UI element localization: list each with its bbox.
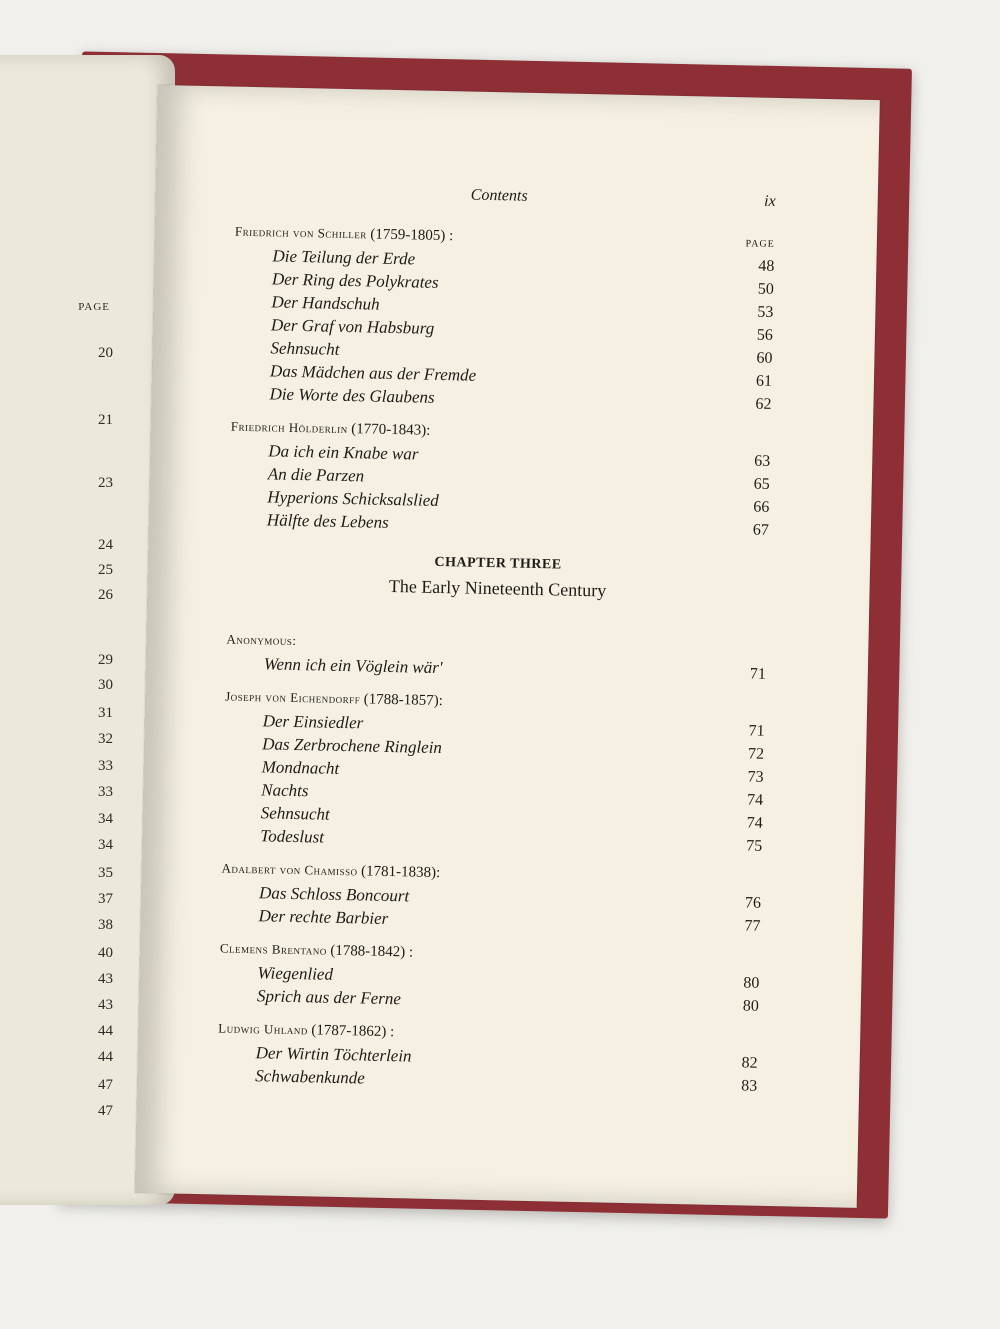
author-dates: (1788-1857): bbox=[363, 691, 443, 710]
poem-title: Der Wirtin Töchterlein bbox=[255, 1043, 412, 1066]
poem-title: Der Ring des Polykrates bbox=[271, 269, 439, 292]
poem-page: 75 bbox=[746, 837, 763, 855]
left-page-number: 23 bbox=[98, 475, 113, 491]
author-name: Friedrich von Schiller bbox=[234, 223, 368, 242]
poem-page: 53 bbox=[757, 303, 774, 321]
poem-page: 63 bbox=[754, 452, 771, 470]
author-dates: (1787-1862) : bbox=[311, 1022, 395, 1041]
left-page-number: 47 bbox=[98, 1103, 113, 1119]
poem-title: Schwabenkunde bbox=[255, 1066, 365, 1088]
author-name: Friedrich Hölderlin bbox=[230, 418, 348, 437]
page-column-label: PAGE bbox=[745, 238, 775, 250]
poem-title: Das Schloss Boncourt bbox=[258, 883, 410, 906]
chapter-label: CHAPTER THREE bbox=[434, 554, 562, 573]
poem-page: 62 bbox=[755, 395, 772, 413]
left-page-number: 34 bbox=[98, 837, 113, 853]
poem-page: 71 bbox=[748, 722, 765, 740]
poem-title: Da ich ein Knabe war bbox=[268, 441, 419, 464]
poem-page: 61 bbox=[755, 372, 773, 390]
left-page-number: 43 bbox=[98, 997, 113, 1013]
poem-title: Wiegenlied bbox=[257, 963, 334, 984]
page-title: Contents bbox=[470, 186, 528, 205]
author-name: Adalbert von Chamisso bbox=[221, 860, 358, 879]
poem-page: 66 bbox=[753, 498, 770, 516]
left-page-number: 35 bbox=[98, 865, 113, 881]
poem-page: 67 bbox=[752, 521, 769, 539]
poem-title: Sprich aus der Ferne bbox=[256, 986, 402, 1009]
left-page-number: 43 bbox=[98, 971, 113, 987]
left-page-number: 21 bbox=[98, 412, 113, 428]
poem-page: 74 bbox=[746, 814, 763, 832]
poem-title: Der Graf von Habsburg bbox=[270, 315, 435, 338]
left-page-number: 24 bbox=[98, 537, 113, 553]
left-page-label: PAGE bbox=[78, 301, 110, 313]
chapter-heading bbox=[227, 551, 768, 605]
poem-page: 83 bbox=[740, 1077, 758, 1095]
author-dates: (1770-1843): bbox=[351, 421, 431, 439]
poem-title: Die Teilung der Erde bbox=[272, 246, 416, 269]
poem-title: Hälfte des Lebens bbox=[266, 510, 389, 532]
author-dates: (1781-1838): bbox=[360, 863, 441, 882]
poem-title: Wenn ich ein Vöglein wär' bbox=[263, 654, 443, 678]
left-page-number: 37 bbox=[98, 891, 113, 907]
poem-title: Nachts bbox=[261, 780, 309, 801]
left-page-number: 40 bbox=[98, 945, 113, 961]
author-dates: (1788-1842) : bbox=[330, 942, 414, 961]
author-name: Ludwig Uhland bbox=[218, 1020, 308, 1038]
left-page-number: 30 bbox=[98, 677, 113, 693]
page-number: ix bbox=[763, 192, 776, 210]
poem-page: 56 bbox=[756, 326, 774, 344]
poem-page: 73 bbox=[747, 768, 764, 786]
left-page-number: 33 bbox=[98, 784, 113, 800]
poem-title: An die Parzen bbox=[267, 464, 365, 486]
contents-list bbox=[217, 182, 776, 1108]
poem-title: Todeslust bbox=[260, 826, 325, 847]
poem-page: 48 bbox=[758, 257, 775, 275]
poem-page: 80 bbox=[742, 997, 760, 1015]
poem-title: Sehnsucht bbox=[270, 338, 340, 359]
left-page-number: 44 bbox=[98, 1023, 113, 1039]
left-page-number: 33 bbox=[98, 758, 113, 774]
left-page-number: 26 bbox=[98, 587, 113, 603]
poem-page: 65 bbox=[753, 475, 770, 493]
poem-page: 50 bbox=[757, 280, 775, 298]
author-dates: (1759-1805) : bbox=[370, 226, 454, 245]
poem-page: 76 bbox=[744, 894, 762, 912]
poem-page: 80 bbox=[743, 974, 760, 992]
poem-title: Die Worte des Glaubens bbox=[269, 384, 435, 407]
poem-page: 82 bbox=[741, 1054, 758, 1072]
poem-page: 60 bbox=[756, 349, 773, 367]
poem-title: Das Zerbrochene Ringlein bbox=[262, 734, 443, 758]
poem-page: 74 bbox=[746, 791, 764, 809]
poem-title: Der rechte Barbier bbox=[258, 906, 389, 929]
poem-title: Der Handschuh bbox=[271, 292, 380, 314]
chapter-title: The Early Nineteenth Century bbox=[388, 575, 607, 601]
left-page-number: 20 bbox=[98, 345, 113, 361]
author-name: Anonymous: bbox=[226, 631, 297, 649]
left-page-number: 31 bbox=[98, 705, 113, 721]
poem-title: Mondnacht bbox=[261, 757, 340, 778]
poem-page: 77 bbox=[744, 917, 761, 935]
poem-page: 71 bbox=[749, 665, 766, 683]
left-page-number: 34 bbox=[98, 811, 113, 827]
author-name: Joseph von Eichendorff bbox=[225, 688, 361, 707]
left-page-number: 47 bbox=[98, 1077, 113, 1093]
left-page-number: 32 bbox=[98, 731, 113, 747]
left-page-number: 29 bbox=[98, 652, 113, 668]
right-page bbox=[135, 85, 880, 1208]
poem-title: Das Mädchen aus der Fremde bbox=[269, 361, 477, 385]
left-page-number: 44 bbox=[98, 1049, 113, 1065]
poem-title: Hyperions Schicksalslied bbox=[267, 487, 439, 510]
left-page-number: 38 bbox=[98, 917, 113, 933]
poem-title: Sehnsucht bbox=[260, 803, 330, 824]
author-name: Clemens Brentano bbox=[219, 940, 327, 958]
poem-page: 72 bbox=[747, 745, 765, 763]
left-page-number: 25 bbox=[98, 562, 113, 578]
poem-title: Der Einsiedler bbox=[262, 711, 364, 733]
